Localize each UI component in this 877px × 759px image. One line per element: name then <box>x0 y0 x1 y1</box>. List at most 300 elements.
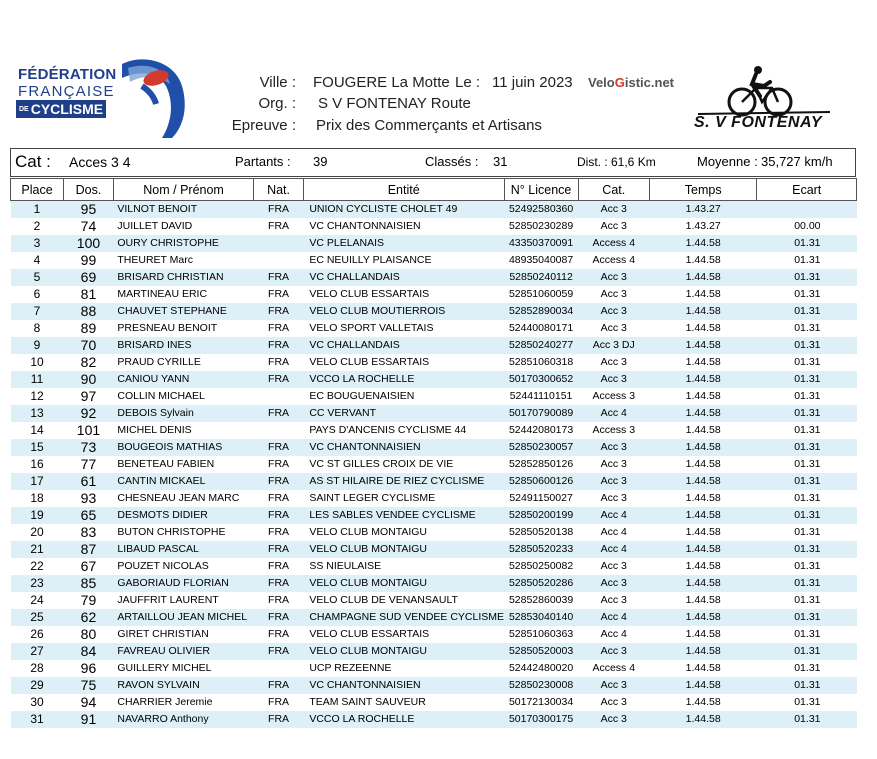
cell-time: 1.44.58 <box>649 711 756 728</box>
cell-place: 4 <box>33 253 41 267</box>
cell-dossard: 69 <box>64 269 114 286</box>
cell-category: Acc 3 <box>578 677 649 694</box>
cell-club: VELO SPORT VALLETAIS <box>309 322 434 334</box>
cell-club: VELO CLUB ESSARTAIS <box>309 628 430 640</box>
cell-nationality: FRA <box>268 322 290 334</box>
table-row <box>11 235 857 252</box>
cell-gap: 01.31 <box>757 371 857 388</box>
cell-licence: 52850240112 <box>504 269 578 286</box>
cell-place: 30 <box>30 695 44 709</box>
cell-category: Acc 3 <box>600 594 627 606</box>
cell-dossard: 81 <box>80 286 97 302</box>
cell-club: VELO CLUB MONTAIGU <box>303 643 504 660</box>
race-summary-bar <box>10 148 856 177</box>
cell-licence: 52492580360 <box>504 201 578 219</box>
org-value: S V FONTENAY Route <box>318 95 471 112</box>
cell-club: VELO CLUB ESSARTAIS <box>309 356 430 368</box>
cell-nationality: FRA <box>268 560 290 572</box>
cell-club: LES SABLES VENDEE CYCLISME <box>303 507 504 524</box>
cell-nationality: FRA <box>268 628 290 640</box>
cell-nationality: FRA <box>254 269 304 286</box>
distance: Dist. : 61,6 Km <box>577 155 656 169</box>
cell-category: Acc 3 <box>600 356 627 368</box>
velogistic-suffix: istic.net <box>624 75 674 90</box>
cell-licence: 52442080173 <box>508 424 574 436</box>
date-value: 11 juin 2023 <box>492 74 573 91</box>
org-label: Org. : <box>258 95 296 112</box>
table-row <box>11 422 857 439</box>
cell-club: VELO CLUB MOUTIERROIS <box>303 303 504 320</box>
cell-category: Access 4 <box>578 235 649 252</box>
cell-club: SS NIEULAISE <box>309 560 382 572</box>
cell-category: Acc 3 <box>600 322 627 334</box>
cell-time: 1.44.58 <box>649 269 756 286</box>
cell-time: 1.44.58 <box>649 439 756 456</box>
cell-time: 1.44.58 <box>649 677 756 694</box>
table-row <box>11 609 857 626</box>
cell-club: VCCO LA ROCHELLE <box>303 711 504 728</box>
cell-place: 24 <box>30 593 44 607</box>
cell-dossard: 82 <box>80 354 97 370</box>
table-row <box>11 252 857 269</box>
ville-value: FOUGERE La Motte <box>313 74 450 91</box>
cell-category: Access 3 <box>592 390 636 402</box>
cell-nationality <box>254 235 304 252</box>
cell-dossard: 65 <box>64 507 114 524</box>
cell-place: 1 <box>11 201 64 219</box>
cell-gap: 01.31 <box>757 677 857 694</box>
cell-nationality: FRA <box>268 594 290 606</box>
cell-gap: 01.31 <box>794 696 821 708</box>
cell-gap: 01.31 <box>757 575 857 592</box>
cell-club: TEAM SAINT SAUVEUR <box>309 696 426 708</box>
col-header-place: Place <box>11 179 64 201</box>
cell-place: 11 <box>11 371 64 388</box>
cell-gap: 01.31 <box>794 628 821 640</box>
cell-place: 2 <box>33 219 41 233</box>
cell-rider-name: CANTIN MICKAEL <box>113 473 253 490</box>
ffc-line3-text: CYCLISME <box>30 101 104 117</box>
col-header-entite: Entité <box>303 179 504 201</box>
cell-category: Acc 3 <box>578 643 649 660</box>
cell-dossard: 73 <box>64 439 114 456</box>
cell-nationality <box>254 660 304 677</box>
cell-licence: 52853040140 <box>504 609 578 626</box>
table-row <box>11 592 857 609</box>
cell-dossard: 74 <box>80 218 97 234</box>
cell-time: 1.44.58 <box>685 288 721 300</box>
cell-dossard: 92 <box>64 405 114 422</box>
cell-licence: 52850230057 <box>504 439 578 456</box>
cell-category: Acc 4 <box>578 405 649 422</box>
cell-dossard: 95 <box>64 201 114 219</box>
ffc-line3 <box>16 100 106 118</box>
cell-gap: 01.31 <box>757 337 857 354</box>
table-row <box>11 286 857 303</box>
cell-rider-name: PRAUD CYRILLE <box>117 356 201 368</box>
table-header-row <box>11 179 857 201</box>
cell-dossard: 77 <box>80 456 97 472</box>
cell-nationality: FRA <box>254 201 304 219</box>
results-body <box>11 201 857 729</box>
cell-place: 9 <box>11 337 64 354</box>
date-label: Le : <box>455 74 481 91</box>
moyenne-value: 35,727 km/h <box>761 154 833 169</box>
cell-place: 7 <box>11 303 64 320</box>
cell-club: CC VERVANT <box>303 405 504 422</box>
cell-rider-name: JAUFFRIT LAURENT <box>117 594 219 606</box>
cell-category: Acc 4 <box>600 628 627 640</box>
cell-time: 1.44.58 <box>685 390 721 402</box>
cell-rider-name: COLLIN MICHAEL <box>117 390 205 402</box>
ffc-wordmark <box>18 66 117 117</box>
col-header-ecart: Ecart <box>757 179 857 201</box>
table-row <box>11 626 857 643</box>
cell-nationality: FRA <box>254 337 304 354</box>
cell-time: 1.44.58 <box>649 541 756 558</box>
ffc-line1: FÉDÉRATION <box>18 66 117 83</box>
cyclist-icon <box>690 62 835 122</box>
cell-club: VC ST GILLES CROIX DE VIE <box>309 458 454 470</box>
sv-fontenay-logo <box>690 62 835 142</box>
cell-dossard: 93 <box>80 490 97 506</box>
cell-club: VC CHALLANDAIS <box>303 337 504 354</box>
cell-club: UNION CYCLISTE CHOLET 49 <box>303 201 504 219</box>
cell-licence: 52850200199 <box>504 507 578 524</box>
cell-category: Acc 3 <box>578 371 649 388</box>
cell-place: 20 <box>30 525 44 539</box>
cell-club: VELO CLUB MONTAIGU <box>303 541 504 558</box>
cell-rider-name: GABORIAUD FLORIAN <box>113 575 253 592</box>
table-row <box>11 303 857 320</box>
cell-rider-name: ARTAILLOU JEAN MICHEL <box>113 609 253 626</box>
ffc-logo <box>14 56 194 142</box>
cell-place: 15 <box>11 439 64 456</box>
table-row <box>11 541 857 558</box>
cell-category: Acc 4 <box>578 541 649 558</box>
cell-gap <box>757 201 857 219</box>
cell-category: Acc 3 <box>578 201 649 219</box>
cell-dossard: 80 <box>80 626 97 642</box>
cell-place: 25 <box>11 609 64 626</box>
cell-club: VC CHANTONNAISIEN <box>303 677 504 694</box>
cell-time: 1.44.58 <box>649 507 756 524</box>
ffc-swoosh-icon <box>112 56 198 140</box>
cell-time: 1.44.58 <box>685 254 721 266</box>
cell-nationality: FRA <box>254 473 304 490</box>
cell-dossard: 87 <box>64 541 114 558</box>
cell-club: VCCO LA ROCHELLE <box>303 371 504 388</box>
col-header-cat: Cat. <box>578 179 649 201</box>
cell-place: 17 <box>11 473 64 490</box>
cell-time: 1.44.58 <box>649 473 756 490</box>
cell-licence: 50170300652 <box>504 371 578 388</box>
cell-place: 27 <box>11 643 64 660</box>
cell-licence: 50170300175 <box>504 711 578 728</box>
ffc-line3-prefix: DE <box>19 106 29 114</box>
cell-rider-name: BUTON CHRISTOPHE <box>117 526 226 538</box>
col-header-temps: Temps <box>649 179 756 201</box>
cell-category: Access 4 <box>592 662 636 674</box>
cell-club: UCP REZEENNE <box>309 662 392 674</box>
cell-place: 5 <box>11 269 64 286</box>
cell-dossard: 84 <box>64 643 114 660</box>
cell-gap: 01.31 <box>757 507 857 524</box>
cell-club: VC PLELANAIS <box>303 235 504 252</box>
cell-nationality: FRA <box>268 696 290 708</box>
cell-category: Acc 3 <box>600 288 627 300</box>
cell-licence: 52442480020 <box>508 662 574 674</box>
classes-label: Classés : <box>425 154 479 169</box>
table-row <box>11 456 857 473</box>
cell-gap: 01.31 <box>757 303 857 320</box>
cell-club: VC CHANTONNAISIEN <box>303 439 504 456</box>
cell-time: 1.44.58 <box>685 696 721 708</box>
cell-rider-name: OURY CHRISTOPHE <box>113 235 253 252</box>
cell-licence: 52491150027 <box>509 492 573 504</box>
cell-category: Acc 3 <box>578 575 649 592</box>
cell-club: EC NEUILLY PLAISANCE <box>309 254 432 266</box>
cell-gap: 01.31 <box>794 492 821 504</box>
results-table <box>10 178 857 728</box>
epreuve-label: Epreuve : <box>231 117 296 134</box>
cell-nationality: FRA <box>254 303 304 320</box>
cell-place: 23 <box>11 575 64 592</box>
cell-rider-name: CHAUVET STEPHANE <box>113 303 253 320</box>
cell-dossard: 94 <box>80 694 97 710</box>
cell-dossard: 79 <box>80 592 97 608</box>
ville-label: Ville : <box>259 74 296 91</box>
cell-nationality: FRA <box>268 458 290 470</box>
cell-nationality: FRA <box>254 507 304 524</box>
cell-dossard: 101 <box>76 422 101 438</box>
cell-gap: 01.31 <box>794 424 821 436</box>
cell-place: 18 <box>30 491 44 505</box>
cell-dossard: 85 <box>64 575 114 592</box>
cell-gap: 01.31 <box>757 473 857 490</box>
table-row <box>11 201 857 219</box>
cell-licence: 52850240277 <box>504 337 578 354</box>
cell-licence: 52441110151 <box>509 390 573 402</box>
cell-category: Acc 3 <box>578 473 649 490</box>
cell-gap: 01.31 <box>794 560 821 572</box>
table-row <box>11 320 857 337</box>
sv-fontenay-text: S. V FONTENAY <box>694 114 822 131</box>
cell-licence: 52851060318 <box>508 356 574 368</box>
cell-place: 6 <box>33 287 41 301</box>
cell-rider-name: THEURET Marc <box>117 254 194 266</box>
classes-value: 31 <box>493 154 508 169</box>
cell-time: 1.44.58 <box>685 458 721 470</box>
cell-category: Acc 4 <box>578 507 649 524</box>
cell-place: 8 <box>33 321 41 335</box>
cell-gap: 01.31 <box>757 439 857 456</box>
cell-licence: 52850230008 <box>504 677 578 694</box>
ffc-line2: FRANÇAISE <box>18 83 115 100</box>
cell-category: Acc 3 <box>600 560 627 572</box>
cell-place: 31 <box>11 711 64 728</box>
cell-club: VELO CLUB DE VENANSAULT <box>309 594 458 606</box>
table-row <box>11 711 857 728</box>
cell-gap: 01.31 <box>794 526 821 538</box>
cell-place: 26 <box>30 627 44 641</box>
cell-category: Access 3 <box>592 424 636 436</box>
table-row <box>11 473 857 490</box>
table-row <box>11 660 857 677</box>
cell-club: VELO CLUB ESSARTAIS <box>309 288 430 300</box>
cell-nationality: FRA <box>254 541 304 558</box>
cell-category: Acc 3 <box>578 269 649 286</box>
table-row <box>11 388 857 405</box>
cell-rider-name: MICHEL DENIS <box>117 424 192 436</box>
cell-club: CHAMPAGNE SUD VENDEE CYCLISME <box>303 609 504 626</box>
cell-licence: 52850600126 <box>504 473 578 490</box>
cell-licence: 52851060059 <box>508 288 574 300</box>
cell-nationality: FRA <box>268 220 290 232</box>
cell-rider-name: VILNOT BENOIT <box>113 201 253 219</box>
table-row <box>11 354 857 371</box>
cell-time: 1.44.58 <box>685 322 721 334</box>
cell-rider-name: FAVREAU OLIVIER <box>113 643 253 660</box>
table-row <box>11 218 857 235</box>
cell-club: VC CHALLANDAIS <box>303 269 504 286</box>
moyenne-label: Moyenne : <box>697 154 758 169</box>
cell-gap: 01.31 <box>757 541 857 558</box>
cell-category: Acc 3 <box>578 303 649 320</box>
cell-gap: 01.31 <box>794 594 821 606</box>
velogistic-prefix: Velo <box>588 75 615 90</box>
table-row <box>11 269 857 286</box>
cell-dossard: 90 <box>64 371 114 388</box>
cell-nationality: FRA <box>254 575 304 592</box>
table-row <box>11 643 857 660</box>
cat-value: Acces 3 4 <box>69 154 131 170</box>
cell-nationality: FRA <box>254 371 304 388</box>
cell-time: 1.43.27 <box>649 201 756 219</box>
cell-nationality <box>254 252 304 269</box>
cell-rider-name: CHARRIER Jeremie <box>117 696 213 708</box>
cell-rider-name: PRESNEAU BENOIT <box>117 322 218 334</box>
cell-gap: 01.31 <box>794 458 821 470</box>
cell-licence: 50172130034 <box>508 696 574 708</box>
cell-dossard: 99 <box>80 252 97 268</box>
cell-rider-name: MARTINEAU ERIC <box>117 288 208 300</box>
cell-rider-name: BRISARD CHRISTIAN <box>113 269 253 286</box>
cell-dossard: 83 <box>80 524 97 540</box>
cell-rider-name: GUILLERY MICHEL <box>117 662 212 674</box>
cell-dossard: 97 <box>80 388 97 404</box>
cell-time: 1.44.58 <box>685 560 721 572</box>
cell-licence: 52440080171 <box>508 322 574 334</box>
cell-nationality <box>254 388 304 405</box>
table-row <box>11 507 857 524</box>
cell-rider-name: JUILLET DAVID <box>117 220 193 232</box>
cell-category: Acc 3 <box>600 220 627 232</box>
epreuve-value: Prix des Commerçants et Artisans <box>316 117 542 134</box>
cell-rider-name: GIRET CHRISTIAN <box>117 628 209 640</box>
table-row <box>11 439 857 456</box>
cell-dossard: 70 <box>64 337 114 354</box>
cell-category: Acc 3 <box>600 696 627 708</box>
cell-time: 1.44.58 <box>685 662 721 674</box>
cell-dossard: 67 <box>80 558 97 574</box>
cell-rider-name: CHESNEAU JEAN MARC <box>117 492 240 504</box>
col-header-dos: Dos. <box>64 179 114 201</box>
cell-nationality: FRA <box>254 609 304 626</box>
cell-licence: 52852860039 <box>508 594 574 606</box>
cell-gap: 01.31 <box>757 643 857 660</box>
cell-gap: 01.31 <box>757 405 857 422</box>
cell-gap: 01.31 <box>757 269 857 286</box>
cell-licence: 43350370091 <box>504 235 578 252</box>
cell-dossard: 96 <box>80 660 97 676</box>
cell-place: 13 <box>11 405 64 422</box>
cell-time: 1.44.58 <box>649 235 756 252</box>
cell-licence: 52850230289 <box>508 220 574 232</box>
cell-time: 1.44.58 <box>649 303 756 320</box>
cell-rider-name: LIBAUD PASCAL <box>113 541 253 558</box>
cell-nationality: FRA <box>254 677 304 694</box>
cell-rider-name: BRISARD INES <box>113 337 253 354</box>
cell-time: 1.44.58 <box>649 643 756 660</box>
cell-time: 1.44.58 <box>685 356 721 368</box>
cell-dossard: 88 <box>64 303 114 320</box>
cell-rider-name: DEBOIS Sylvain <box>113 405 253 422</box>
cell-place: 22 <box>30 559 44 573</box>
cell-licence: 52850520233 <box>504 541 578 558</box>
cell-club: EC BOUGUENAISIEN <box>309 390 415 402</box>
cell-nationality: FRA <box>254 405 304 422</box>
cell-category: Acc 3 <box>578 711 649 728</box>
cell-time: 1.44.58 <box>685 492 721 504</box>
cell-club: VELO CLUB MONTAIGU <box>303 575 504 592</box>
cell-gap: 01.31 <box>757 235 857 252</box>
partants-label: Partants : <box>235 154 291 169</box>
cell-club: VELO CLUB MONTAIGU <box>309 526 428 538</box>
cell-place: 10 <box>30 355 44 369</box>
cell-licence: 52851060363 <box>508 628 574 640</box>
cell-licence: 52852850126 <box>508 458 574 470</box>
cell-rider-name: POUZET NICOLAS <box>117 560 209 572</box>
cell-licence: 52850520286 <box>504 575 578 592</box>
table-row <box>11 337 857 354</box>
partants-value: 39 <box>313 154 328 169</box>
table-row <box>11 694 857 711</box>
table-row <box>11 677 857 694</box>
cell-place: 12 <box>30 389 44 403</box>
cell-dossard: 100 <box>64 235 114 252</box>
cell-dossard: 75 <box>64 677 114 694</box>
cell-licence: 52850520138 <box>508 526 574 538</box>
cell-category: Acc 3 <box>578 439 649 456</box>
cell-club: VC CHANTONNAISIEN <box>309 220 421 232</box>
cell-place: 19 <box>11 507 64 524</box>
cell-nationality: FRA <box>268 526 290 538</box>
cell-gap: 01.31 <box>794 288 821 300</box>
cell-time: 1.44.58 <box>649 371 756 388</box>
cell-nationality <box>254 422 304 439</box>
cell-licence: 50170790089 <box>504 405 578 422</box>
table-row <box>11 524 857 541</box>
cell-rider-name: DESMOTS DIDIER <box>113 507 253 524</box>
table-row <box>11 575 857 592</box>
cell-dossard: 89 <box>80 320 97 336</box>
cell-rider-name: NAVARRO Anthony <box>113 711 253 728</box>
cell-rider-name: BENETEAU FABIEN <box>117 458 215 470</box>
cell-time: 1.44.58 <box>685 628 721 640</box>
cell-nationality: FRA <box>268 492 290 504</box>
cell-category: Acc 3 <box>600 458 627 470</box>
